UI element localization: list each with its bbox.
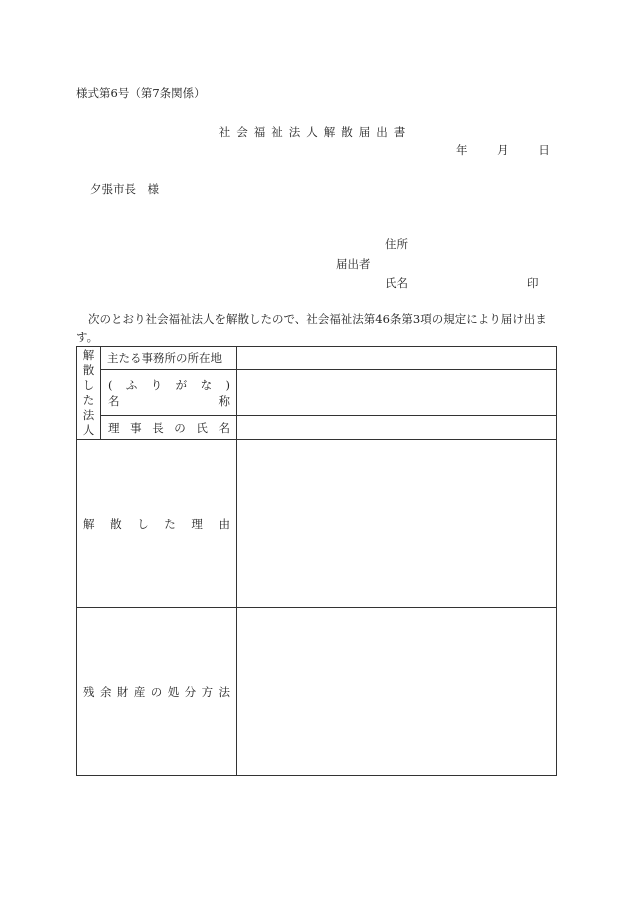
intro-text: 次のとおり社会福祉法人を解散したので、社会福祉法第46条第3項の規定により届け出ます。 xyxy=(76,312,547,344)
asset-disposal-field[interactable] xyxy=(237,608,557,776)
seal-label: 印 xyxy=(527,276,539,290)
notifier-label: 届出者 xyxy=(336,257,371,271)
corp-name-label xyxy=(101,370,237,416)
date-month-label: 月 xyxy=(497,143,509,157)
main-office-label: 主たる事務所の所在地 xyxy=(101,347,237,370)
dissolved-corp-group-label: 解 散 し た 法 人 xyxy=(77,347,101,440)
form-table xyxy=(76,346,557,776)
date-year-label: 年 xyxy=(456,143,468,157)
table-row xyxy=(77,347,557,370)
document-title: 社会福祉法人解散届出書 xyxy=(218,125,412,139)
corp-name-field[interactable] xyxy=(237,370,557,416)
chairman-name-label: 理 事 長 の 氏 名 xyxy=(101,416,237,440)
name-label: 氏名 xyxy=(385,276,408,290)
date-day-label: 日 xyxy=(538,143,550,157)
chairman-name-field[interactable] xyxy=(237,416,557,440)
date-line xyxy=(456,142,550,158)
table-row xyxy=(77,608,557,776)
table-row xyxy=(77,416,557,440)
name-title-label: 名 称 xyxy=(108,393,230,408)
dissolution-reason-field[interactable] xyxy=(237,440,557,608)
table-row xyxy=(77,370,557,416)
address-label: 住所 xyxy=(385,237,408,251)
asset-disposal-label: 残 余 財 産 の 処 分 方 法 xyxy=(77,608,237,776)
addressee: 夕張市長 様 xyxy=(90,182,159,196)
dissolution-reason-label: 解 散 し た 理 由 xyxy=(77,440,237,608)
table-row xyxy=(77,440,557,608)
form-number: 様式第6号（第7条関係） xyxy=(76,86,206,100)
main-office-field[interactable] xyxy=(237,347,557,370)
furigana-label: ( ふ り が な ) xyxy=(108,377,230,392)
